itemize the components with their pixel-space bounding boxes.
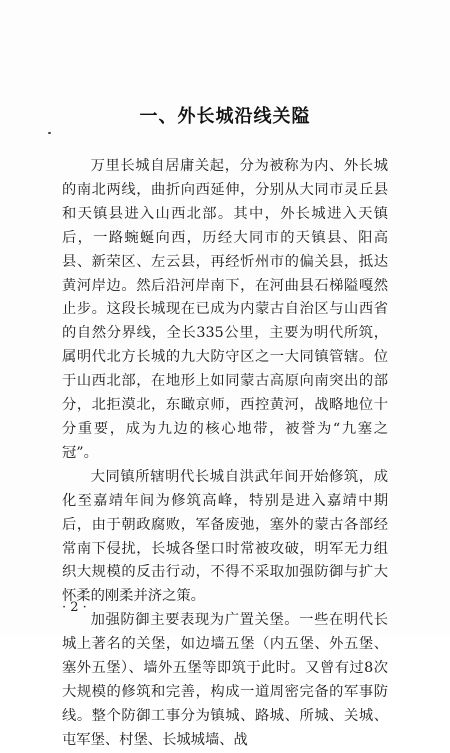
page-number: · 2 · (62, 600, 87, 615)
body-text (62, 155, 388, 753)
paragraph-1: 万里长城自居庸关起，分为被称为内、外长城的南北两线，曲折向西延伸，分别从大同市灵丘县和天镇县进入山西北部。其中，外长城进入天镇后，一路蜿蜒向西，历经大同市的天镇县、阳高县、新荣区、左云县，再经忻州市的偏关县，抵达黄河岸边。然后沿河岸南下，在河曲县石梯隘嘎然止步。这段长城现在已成为内蒙古自治区与山西省的自然分界线，全长335公里，主要为明代所筑，属明代北方长城的九大防守区之一大同镇管辖。位于山西北部，在地形上如同蒙古高原向南突出的部分，北拒漠北，东瞰京师，西控黄河，战略地位十分重要，成为九边的核心地带，被誉为“九塞之冠”。 (62, 158, 388, 461)
scan-speck (48, 132, 51, 134)
paragraph-2: 大同镇所辖明代长城自洪武年间开始修筑，成化至嘉靖年间为修筑高峰，特别是进入嘉靖中期后，由于朝政腐败，军备废弛，塞外的蒙古各部经常南下侵扰，长城各堡口时常被攻破，明军无力组织大规模的反击行动，不得不采取加强防御与扩大怀柔的刚柔并济之策。 (62, 468, 388, 605)
section-title: 一、外长城沿线关隘 (139, 106, 311, 127)
paragraph-3: 加强防御主要表现为广置关堡。一些在明代长城上著名的关堡，如边墙五堡（内五堡、外五堡、塞外五堡）、墙外五堡等即筑于此时。又曾有过8次大规模的修筑和完善，构成一道周密完备的军事防线。整个防御工事分为镇城、路城、所城、关城、屯军堡、村堡、长城城墙、战 (62, 612, 388, 748)
